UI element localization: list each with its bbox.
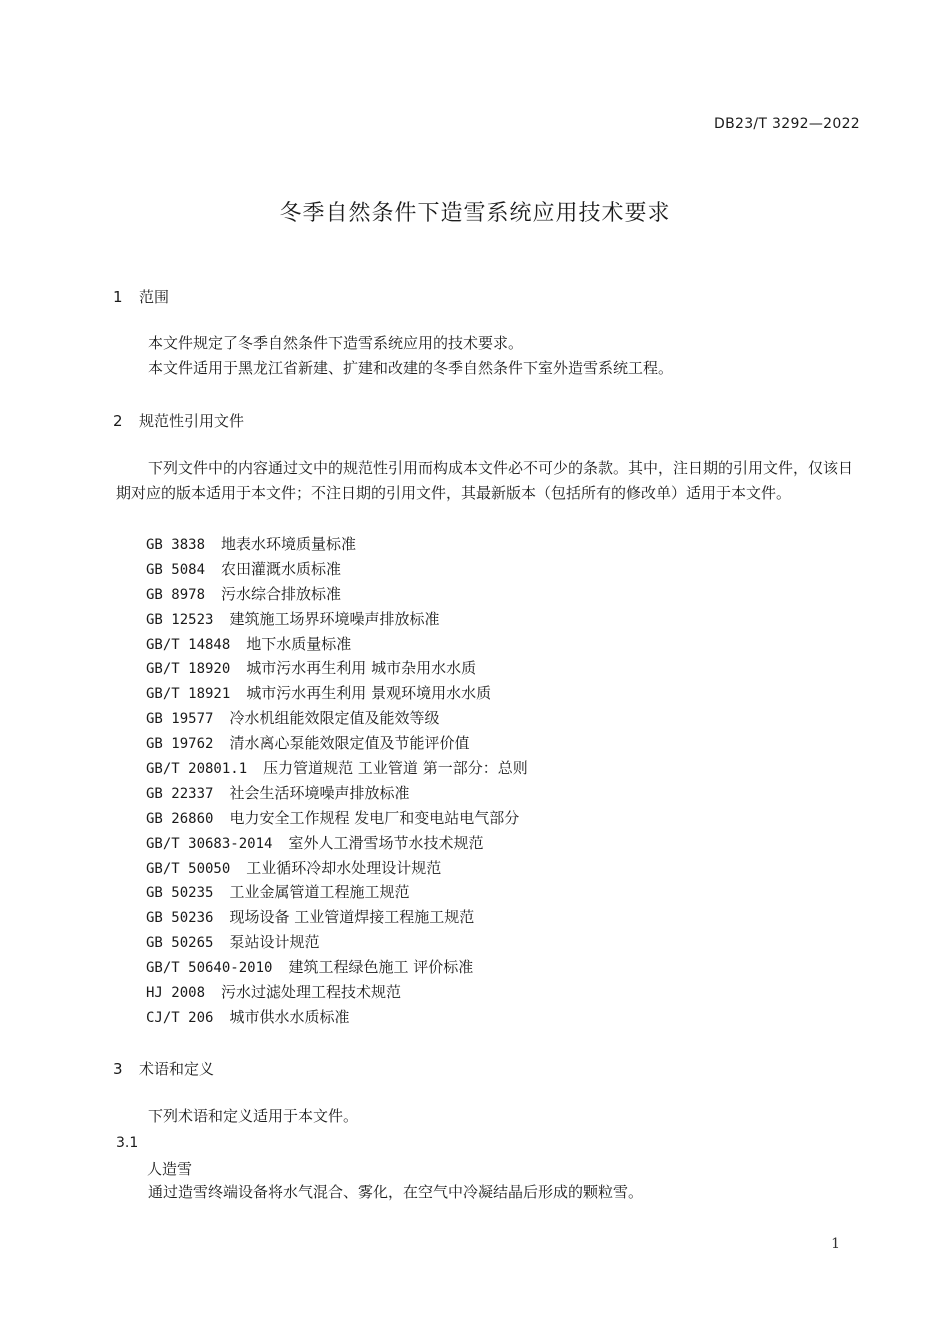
term-name: 人造雪 xyxy=(147,1160,193,1178)
reference-name: 农田灌溉水质标准 xyxy=(221,559,342,578)
reference-item xyxy=(146,532,528,557)
reference-code: GB 50235 xyxy=(146,885,214,902)
reference-name: 城市供水水质标准 xyxy=(229,1007,350,1026)
reference-name: 地下水质量标准 xyxy=(246,634,352,653)
scope-paragraph-1: 本文件规定了冬季自然条件下造雪系统应用的技术要求。 xyxy=(148,334,524,352)
reference-name: 地表水环境质量标准 xyxy=(221,535,357,553)
reference-item xyxy=(146,756,528,781)
reference-code: GB 50236 xyxy=(146,910,214,927)
section-title: 范围 xyxy=(139,288,170,306)
normative-intro-paragraph: 下列文件中的内容通过文中的规范性引用而构成本文件必不可少的条款。其中，注日期的引用文件，仅该日期对应的版本适用于本文件；不注日期的引用文件，其最新版本（包括所有的修改单）适用于本文件。 xyxy=(116,459,854,502)
reference-code: GB/T 50640-2010 xyxy=(146,960,273,977)
reference-code: GB/T 30683-2014 xyxy=(146,835,273,852)
reference-item xyxy=(146,681,528,706)
section-3-heading xyxy=(113,1058,214,1079)
reference-item xyxy=(146,781,528,806)
reference-item xyxy=(146,632,528,657)
reference-name: 建筑施工场界环境噪声排放标准 xyxy=(229,609,440,628)
reference-name: 社会生活环境噪声排放标准 xyxy=(229,783,410,802)
reference-name: 污水过滤处理工程技术规范 xyxy=(221,983,402,1002)
reference-name: 室外人工滑雪场节水技术规范 xyxy=(288,833,484,852)
document-title: 冬季自然条件下造雪系统应用技术要求 xyxy=(279,201,671,226)
reference-code: GB/T 18921 xyxy=(146,686,231,703)
reference-item xyxy=(146,806,528,831)
reference-item xyxy=(146,607,528,632)
section-title: 术语和定义 xyxy=(139,1060,215,1078)
reference-item xyxy=(146,955,528,980)
reference-code: GB/T 14848 xyxy=(146,636,231,653)
reference-code: GB 22337 xyxy=(146,785,214,802)
reference-code: GB 19577 xyxy=(146,711,214,728)
reference-name: 城市污水再生利用 景观环境用水水质 xyxy=(246,684,492,703)
reference-name: 冷水机组能效限定值及能效等级 xyxy=(229,709,440,728)
page-number: 1 xyxy=(831,1236,840,1252)
term-definition: 通过造雪终端设备将水气混合、雾化，在空气中冷凝结晶后形成的颗粒雪。 xyxy=(148,1183,644,1201)
section-number: 3 xyxy=(113,1060,123,1078)
section-number: 2 xyxy=(113,412,123,430)
section-2-heading xyxy=(113,410,244,431)
reference-item xyxy=(146,1005,528,1030)
reference-item xyxy=(146,880,528,905)
reference-code: HJ 2008 xyxy=(146,985,206,1002)
reference-name: 压力管道规范 工业管道 第一部分：总则 xyxy=(263,759,528,778)
section-title: 规范性引用文件 xyxy=(139,412,245,430)
reference-code: GB 5084 xyxy=(146,561,206,578)
reference-name: 工业金属管道工程施工规范 xyxy=(229,883,410,902)
reference-code: GB 12523 xyxy=(146,611,214,628)
reference-name: 污水综合排放标准 xyxy=(221,584,342,603)
reference-list xyxy=(146,532,528,1030)
reference-item xyxy=(146,656,528,681)
reference-item xyxy=(146,980,528,1005)
clause-number: 3.1 xyxy=(116,1135,139,1151)
reference-item xyxy=(146,582,528,607)
reference-code: GB 50265 xyxy=(146,935,214,952)
reference-item xyxy=(146,831,528,856)
reference-item xyxy=(146,856,528,881)
reference-item xyxy=(146,706,528,731)
reference-code: GB/T 18920 xyxy=(146,661,231,678)
reference-code: GB/T 20801.1 xyxy=(146,761,248,778)
reference-code: GB 8978 xyxy=(146,586,206,603)
reference-item xyxy=(146,905,528,930)
reference-code: GB 19762 xyxy=(146,736,214,753)
reference-code: GB 26860 xyxy=(146,810,214,827)
reference-code: CJ/T 206 xyxy=(146,1009,214,1026)
reference-name: 泵站设计规范 xyxy=(229,933,320,952)
document-code: DB23/T 3292—2022 xyxy=(714,116,860,132)
reference-code: GB/T 50050 xyxy=(146,860,231,877)
reference-name: 城市污水再生利用 城市杂用水水质 xyxy=(246,659,477,678)
scope-paragraph-2: 本文件适用于黑龙江省新建、扩建和改建的冬季自然条件下室外造雪系统工程。 xyxy=(148,359,674,377)
section-1-heading xyxy=(113,286,169,307)
reference-name: 建筑工程绿色施工 评价标准 xyxy=(288,958,474,977)
reference-name: 工业循环冷却水处理设计规范 xyxy=(246,858,442,877)
terms-intro-paragraph: 下列术语和定义适用于本文件。 xyxy=(148,1107,359,1125)
reference-name: 电力安全工作规程 发电厂和变电站电气部分 xyxy=(229,808,520,827)
reference-name: 清水离心泵能效限定值及节能评价值 xyxy=(229,734,470,753)
reference-item xyxy=(146,557,528,582)
reference-name: 现场设备 工业管道焊接工程施工规范 xyxy=(229,908,475,927)
reference-item xyxy=(146,930,528,955)
reference-code: GB 3838 xyxy=(146,537,206,553)
reference-item xyxy=(146,731,528,756)
section-number: 1 xyxy=(113,288,123,306)
